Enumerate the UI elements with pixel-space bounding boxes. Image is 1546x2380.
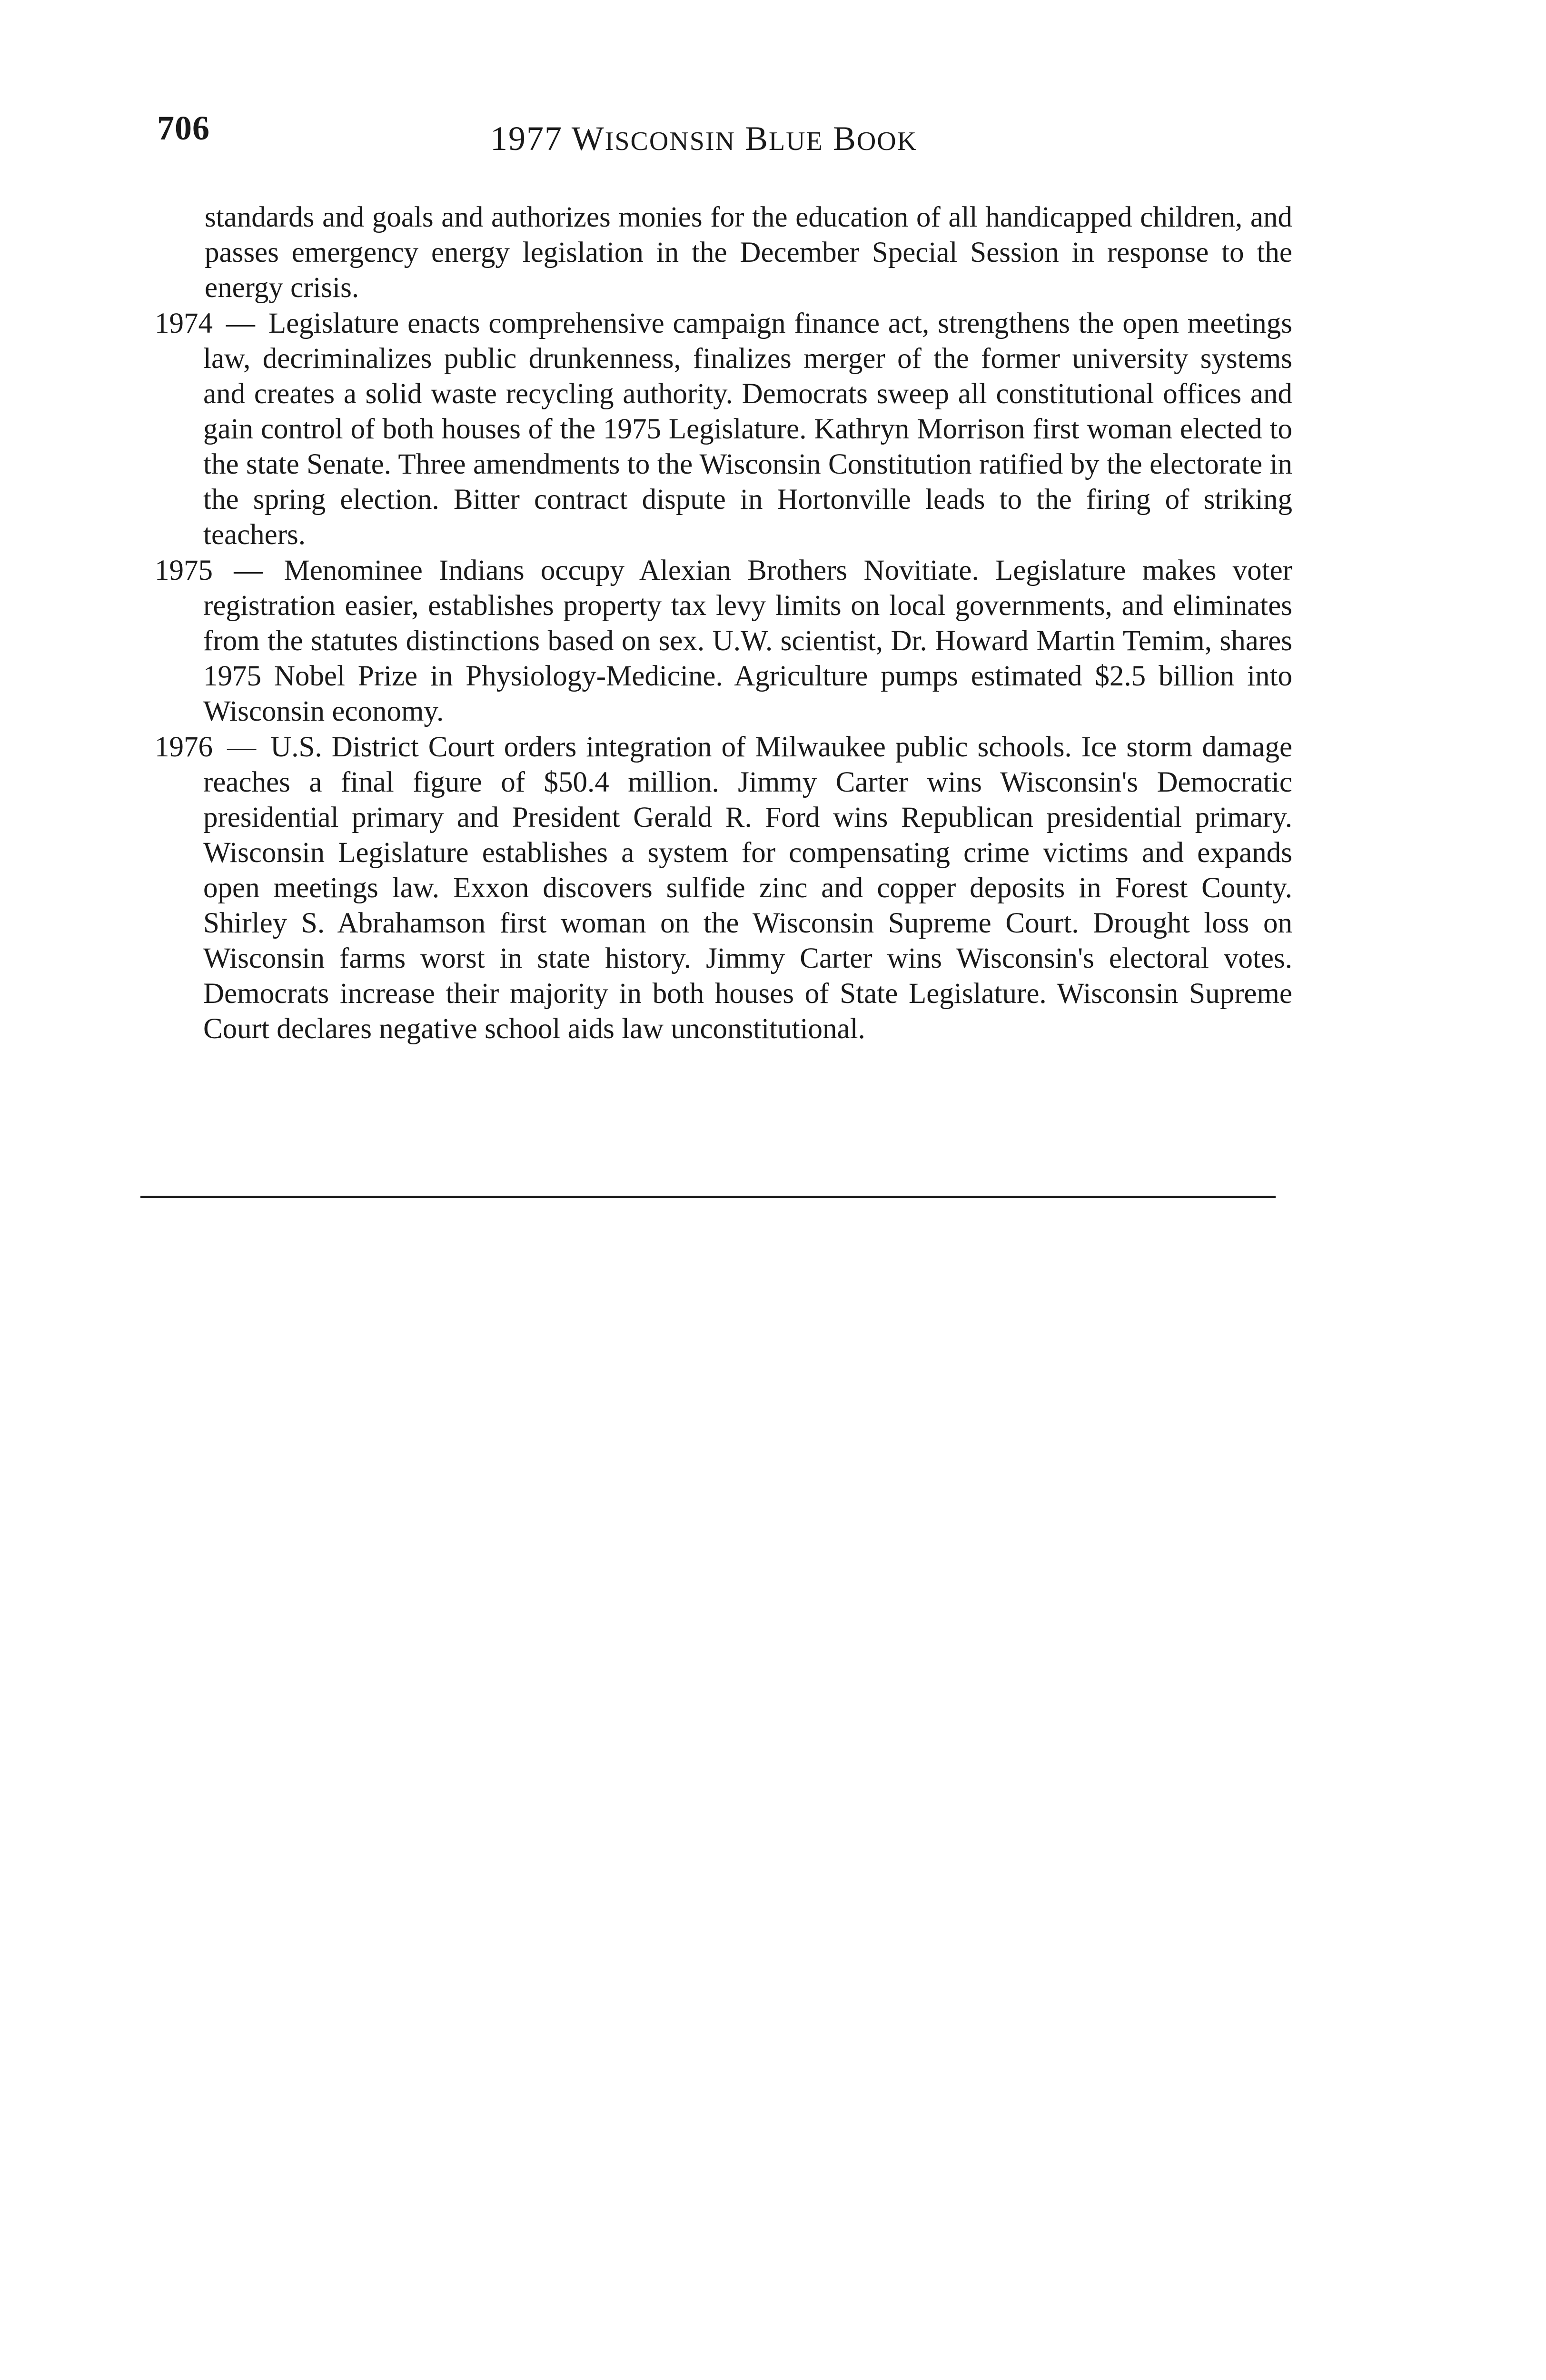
title-b: B [744,119,769,158]
title-w: W [571,119,605,158]
page-number: 706 [157,109,210,147]
entry-dash: — [227,731,257,763]
entry-1976 [155,730,1292,1047]
entry-year: 1974 [155,307,213,339]
section-end-rule [140,1196,1276,1198]
continued-text: standards and goals and authorizes monies for the education of all handicapped children, and passes emergency energy legislation in the December Special Session in response to the energy crisis. [205,201,1292,304]
entry-text: Menominee Indians occupy Alexian Brothers Novitiate. Legislature makes voter registration easier, establishes property tax levy limits on local governments, and eliminates from the statutes distinctions based on sex. U.W. scientist, Dr. Howard Martin Temim, shares 1975 Nobel Prize in Physiology-Medicine. Agriculture pumps estimated $2.5 billion into Wisconsin economy. [203,555,1293,727]
entry-year: 1976 [155,731,213,763]
title-b2: B [832,119,857,158]
entry-1975 [155,553,1292,729]
entry-text: U.S. District Court orders integration of Milwaukee public schools. Ice storm damage reaches a final figure of $50.4 million. Jimmy Carter wins Wisconsin's Democratic presidential primary and President Gerald R. Ford wins Republican presidential primary. Wisconsin Legislature establishes a system for compensating crime victims and expands open meetings law. Exxon discovers sulfide zinc and copper deposits in Forest County. Shirley S. Abrahamson first woman on the Wisconsin Supreme Court. Drought loss on Wisconsin farms worst in state history. Jimmy Carter wins Wisconsin's electoral votes. Democrats increase their majority in both houses of State Legislature. Wisconsin Supreme Court declares negative school aids law unconstitutional. [203,731,1293,1045]
entry-dash: — [234,555,263,586]
title-ook: OOK [856,127,918,156]
chronology-text [155,200,1292,1047]
entry-year: 1975 [155,555,213,586]
entry-dash: — [226,307,255,339]
continued-paragraph [155,200,1292,306]
entry-1974 [155,306,1292,553]
running-title [490,119,917,159]
title-year: 1977 [490,119,563,158]
page-header [157,109,1295,170]
entry-text: Legislature enacts comprehensive campaign finance act, strengthens the open meetings law, decriminalizes public drunkenness, finalizes merger of the former university systems and creates a solid waste recycling authority. Democrats sweep all constitutional offices and gain control of both houses of the 1975 Legislature. Kathryn Morrison first woman elected to the state Senate. Three amendments to the Wisconsin Constitution ratified by the electorate in the spring election. Bitter contract dispute in Hortonville leads to the firing of striking teachers. [203,307,1293,551]
title-lue: LUE [768,127,823,156]
title-isconsin: ISCONSIN [605,127,735,156]
